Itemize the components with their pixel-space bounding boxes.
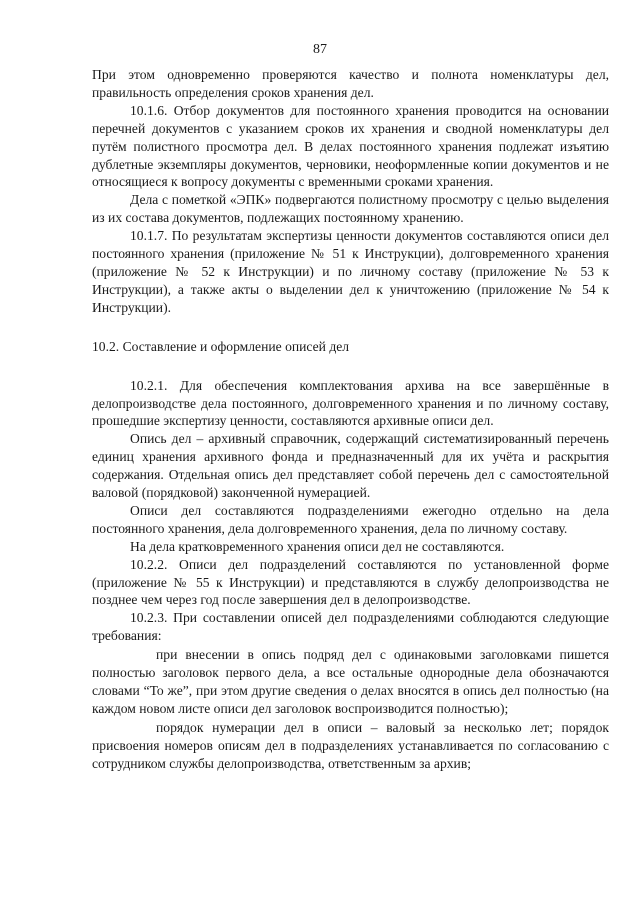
paragraph-inventory-definition: Опись дел – архивный справочник, содержащий систематизированный перечень единиц хранения архивного фонда и предназначенный для их учёта и раскрытия содержания. Отдельная опись дел представляет собой перечень дел с самостоятельной валовой (порядковой) законченной нумерацией. [92,431,609,501]
paragraph-inventory-yearly: Описи дел составляются подразделениями ежегодно отдельно на дела постоянного хранения, дела долговременного хранения, дела по личному составу. [92,502,609,536]
document-body [92,66,609,773]
list-item-numbering: порядок нумерации дел в описи – валовый за несколько лет; порядок присвоения номеров описям дел в подразделениях устанавливается по согласованию с сотрудником службы делопроизводства, ответственным за архив; [92,719,609,771]
paragraph-10-2-3: 10.2.3. При составлении описей дел подразделениями соблюдаются следующие требования: [92,610,609,644]
paragraph-10-2-2: 10.2.2. Описи дел подразделений составляются по установленной форме (приложение № 55 к Инструкции) и представляются в службу делопроизводства не позднее чем через год после завершения дел в делопроизводстве. [92,556,609,608]
list-item-same-titles: при внесении в опись подряд дел с одинаковыми заголовками пишется полностью заголовок первого дела, а все остальные однородные дела обозначаются словами “То же”, при этом другие сведения о делах вносятся в опись дел полностью (на каждом новом листе описи дел заголовок воспроизводится полностью); [92,647,609,716]
paragraph-quality-check: При этом одновременно проверяются качество и полнота номенклатуры дел, правильность определения сроков хранения дел. [92,67,609,100]
section-heading-10-2: 10.2. Составление и оформление описей дел [92,338,350,354]
paragraph-short-term: На дела кратковременного хранения описи дел не составляются. [130,538,505,554]
paragraph-10-1-7: 10.1.7. По результатам экспертизы ценности документов составляются описи дел постоянного хранения (приложение № 51 к Инструкции), долговременного хранения (приложение № 52 к Инструкции) и по личному составу (приложение № 53 к Инструкции), а также акты о выделении дел к уничтожению (приложение № 54 к Инструкции). [92,228,609,315]
paragraph-epk: Дела с пометкой «ЭПК» подвергаются полистному просмотру с целью выделения из их состава документов, подлежащих постоянному хранению. [92,192,609,226]
paragraph-10-1-6: 10.1.6. Отбор документов для постоянного хранения проводится на основании перечней документов с указанием сроков их хранения и сводной номенклатуры дел путём полистного просмотра дел. В делах постоянного хранения подлежат изъятию дублетные экземпляры документов, черновики, неоформленные копии документов и не относящиеся к вопросу документы с временными сроками хранения. [92,102,609,190]
paragraph-10-2-1: 10.2.1. Для обеспечения комплектования архива на все завершённые в делопроизводстве дела постоянного, долговременного хранения и по личному составу, прошедшие экспертизу ценности, составляются архивные описи дел. [92,377,609,429]
page-number: 87 [313,42,327,57]
